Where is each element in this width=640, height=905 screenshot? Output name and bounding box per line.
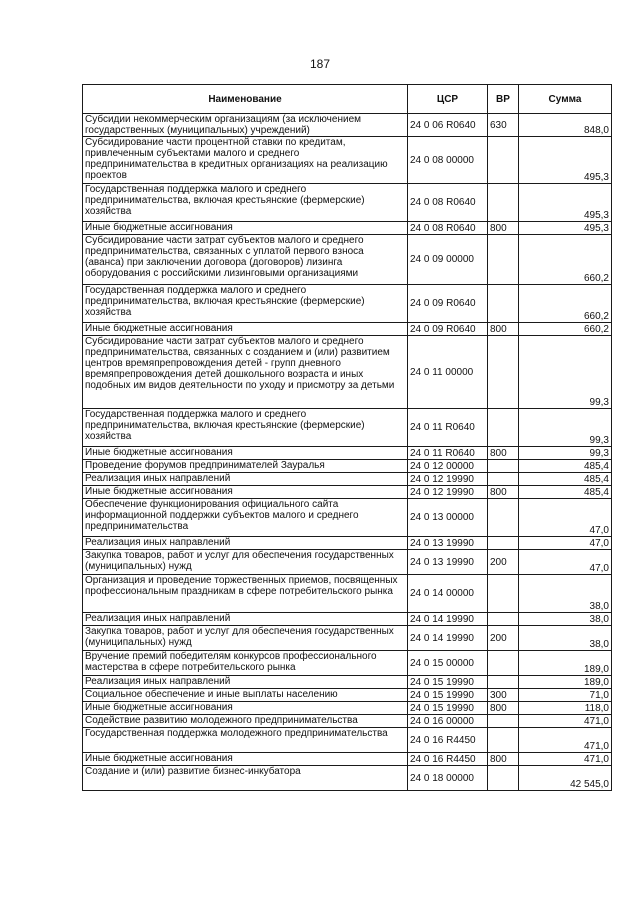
- table-row: [83, 766, 612, 791]
- table-row: [83, 184, 612, 222]
- row-vr: 800: [488, 753, 519, 766]
- row-sum: 660,2: [519, 323, 612, 336]
- row-vr: [488, 473, 519, 486]
- row-vr: 200: [488, 626, 519, 651]
- header-name: Наименование: [83, 85, 408, 114]
- row-vr: 300: [488, 689, 519, 702]
- table-row: [83, 499, 612, 537]
- row-sum: 485,4: [519, 486, 612, 499]
- row-sum: 42 545,0: [519, 766, 612, 791]
- row-name: Государственная поддержка малого и среднего предпринимательства, включая крестьянские (фермерские) хозяйства: [83, 285, 408, 323]
- row-sum: 38,0: [519, 575, 612, 613]
- row-csr: 24 0 12 19990: [408, 473, 488, 486]
- row-sum: 99,3: [519, 447, 612, 460]
- table-row: [83, 537, 612, 550]
- row-csr: 24 0 15 00000: [408, 651, 488, 676]
- row-csr: 24 0 13 00000: [408, 499, 488, 537]
- row-vr: [488, 728, 519, 753]
- row-vr: [488, 460, 519, 473]
- row-csr: 24 0 16 R4450: [408, 728, 488, 753]
- table-row: [83, 460, 612, 473]
- row-vr: 800: [488, 222, 519, 235]
- header-vr: ВР: [488, 85, 519, 114]
- row-vr: [488, 715, 519, 728]
- row-name: Создание и (или) развитие бизнес-инкубатора: [83, 766, 408, 791]
- row-name: Вручение премий победителям конкурсов профессионального мастерства в сфере потребительского рынка: [83, 651, 408, 676]
- table-row: [83, 222, 612, 235]
- row-name: Иные бюджетные ассигнования: [83, 447, 408, 460]
- row-csr: 24 0 12 00000: [408, 460, 488, 473]
- table-row: [83, 137, 612, 184]
- row-csr: 24 0 11 R0640: [408, 409, 488, 447]
- row-csr: 24 0 14 19990: [408, 626, 488, 651]
- row-name: Реализация иных направлений: [83, 676, 408, 689]
- row-vr: 630: [488, 114, 519, 137]
- table-row: [83, 235, 612, 285]
- row-csr: 24 0 12 19990: [408, 486, 488, 499]
- row-csr: 24 0 14 19990: [408, 613, 488, 626]
- row-vr: 800: [488, 702, 519, 715]
- header-sum: Сумма: [519, 85, 612, 114]
- row-sum: 38,0: [519, 626, 612, 651]
- row-name: Субсидирование части затрат субъектов малого и среднего предпринимательства, связанных с уплатой первого взноса (аванса) при заключении договора (договоров) лизинга оборудования с российскими лизинговыми организациями: [83, 235, 408, 285]
- row-name: Иные бюджетные ассигнования: [83, 323, 408, 336]
- row-name: Иные бюджетные ассигнования: [83, 222, 408, 235]
- table-row: [83, 613, 612, 626]
- row-csr: 24 0 11 R0640: [408, 447, 488, 460]
- row-vr: [488, 613, 519, 626]
- table-row: [83, 336, 612, 409]
- row-sum: 189,0: [519, 651, 612, 676]
- row-csr: 24 0 15 19990: [408, 689, 488, 702]
- row-csr: 24 0 08 00000: [408, 137, 488, 184]
- row-sum: 71,0: [519, 689, 612, 702]
- row-sum: 495,3: [519, 222, 612, 235]
- table-row: [83, 114, 612, 137]
- row-csr: 24 0 15 19990: [408, 702, 488, 715]
- row-csr: 24 0 08 R0640: [408, 222, 488, 235]
- row-csr: 24 0 14 00000: [408, 575, 488, 613]
- row-vr: 800: [488, 486, 519, 499]
- table-row: [83, 626, 612, 651]
- table-header-row: [83, 85, 612, 114]
- row-vr: [488, 499, 519, 537]
- row-vr: 200: [488, 550, 519, 575]
- row-vr: [488, 766, 519, 791]
- row-csr: 24 0 16 00000: [408, 715, 488, 728]
- row-csr: 24 0 09 00000: [408, 235, 488, 285]
- row-name: Реализация иных направлений: [83, 473, 408, 486]
- row-name: Иные бюджетные ассигнования: [83, 702, 408, 715]
- table-row: [83, 550, 612, 575]
- row-csr: 24 0 15 19990: [408, 676, 488, 689]
- row-name: Субсидирование части процентной ставки по кредитам, привлеченным субъектами малого и среднего предпринимательства в кредитных организациях на реализацию проектов: [83, 137, 408, 184]
- table-row: [83, 447, 612, 460]
- table-row: [83, 702, 612, 715]
- row-sum: 189,0: [519, 676, 612, 689]
- table-row: [83, 715, 612, 728]
- row-csr: 24 0 16 R4450: [408, 753, 488, 766]
- row-csr: 24 0 13 19990: [408, 550, 488, 575]
- page-number: 187: [309, 57, 331, 71]
- row-sum: 47,0: [519, 537, 612, 550]
- row-csr: 24 0 09 R0640: [408, 285, 488, 323]
- row-sum: 471,0: [519, 715, 612, 728]
- row-name: Иные бюджетные ассигнования: [83, 753, 408, 766]
- row-vr: [488, 235, 519, 285]
- row-name: Реализация иных направлений: [83, 537, 408, 550]
- row-vr: 800: [488, 447, 519, 460]
- table-row: [83, 753, 612, 766]
- table-row: [83, 676, 612, 689]
- row-vr: 800: [488, 323, 519, 336]
- table-row: [83, 728, 612, 753]
- row-name: Государственная поддержка малого и среднего предпринимательства, включая крестьянские (фермерские) хозяйства: [83, 409, 408, 447]
- row-vr: [488, 285, 519, 323]
- row-name: Содействие развитию молодежного предпринимательства: [83, 715, 408, 728]
- row-sum: 660,2: [519, 235, 612, 285]
- row-vr: [488, 676, 519, 689]
- row-name: Государственная поддержка молодежного предпринимательства: [83, 728, 408, 753]
- row-vr: [488, 409, 519, 447]
- row-vr: [488, 336, 519, 409]
- table-row: [83, 486, 612, 499]
- row-sum: 47,0: [519, 550, 612, 575]
- row-name: Социальное обеспечение и иные выплаты населению: [83, 689, 408, 702]
- row-vr: [488, 575, 519, 613]
- row-sum: 660,2: [519, 285, 612, 323]
- header-csr: ЦСР: [408, 85, 488, 114]
- table-row: [83, 473, 612, 486]
- table-row: [83, 323, 612, 336]
- row-sum: 495,3: [519, 137, 612, 184]
- row-csr: 24 0 13 19990: [408, 537, 488, 550]
- row-vr: [488, 651, 519, 676]
- table-row: [83, 409, 612, 447]
- row-sum: 485,4: [519, 460, 612, 473]
- row-sum: 471,0: [519, 728, 612, 753]
- table-row: [83, 285, 612, 323]
- table-row: [83, 651, 612, 676]
- row-name: Закупка товаров, работ и услуг для обеспечения государственных (муниципальных) нужд: [83, 550, 408, 575]
- row-name: Государственная поддержка малого и среднего предпринимательства, включая крестьянские (фермерские) хозяйства: [83, 184, 408, 222]
- row-csr: 24 0 09 R0640: [408, 323, 488, 336]
- row-csr: 24 0 06 R0640: [408, 114, 488, 137]
- row-csr: 24 0 11 00000: [408, 336, 488, 409]
- row-name: Субсидии некоммерческим организациям (за исключением государственных (муниципальных) учреждений): [83, 114, 408, 137]
- row-sum: 99,3: [519, 409, 612, 447]
- row-sum: 471,0: [519, 753, 612, 766]
- row-sum: 99,3: [519, 336, 612, 409]
- row-sum: 118,0: [519, 702, 612, 715]
- row-vr: [488, 184, 519, 222]
- row-name: Субсидирование части затрат субъектов малого и среднего предпринимательства, связанных с созданием и (или) развитием центров времяпрепровождения детей - групп дневного времяпрепровождения детей дошкольного возраста и иных подобных им видов деятельности по уходу и присмотру за детьми: [83, 336, 408, 409]
- table-row: [83, 575, 612, 613]
- row-name: Проведение форумов предпринимателей Зауралья: [83, 460, 408, 473]
- row-csr: 24 0 08 R0640: [408, 184, 488, 222]
- table-row: [83, 689, 612, 702]
- row-name: Реализация иных направлений: [83, 613, 408, 626]
- row-sum: 38,0: [519, 613, 612, 626]
- row-csr: 24 0 18 00000: [408, 766, 488, 791]
- row-sum: 485,4: [519, 473, 612, 486]
- row-vr: [488, 137, 519, 184]
- row-name: Закупка товаров, работ и услуг для обеспечения государственных (муниципальных) нужд: [83, 626, 408, 651]
- row-name: Обеспечение функционирования официального сайта информационной поддержки субъектов малого и среднего предпринимательства: [83, 499, 408, 537]
- row-sum: 848,0: [519, 114, 612, 137]
- row-vr: [488, 537, 519, 550]
- row-name: Иные бюджетные ассигнования: [83, 486, 408, 499]
- budget-table: [82, 84, 612, 791]
- row-sum: 47,0: [519, 499, 612, 537]
- row-sum: 495,3: [519, 184, 612, 222]
- row-name: Организация и проведение торжественных приемов, посвященных профессиональным праздникам в сфере потребительского рынка: [83, 575, 408, 613]
